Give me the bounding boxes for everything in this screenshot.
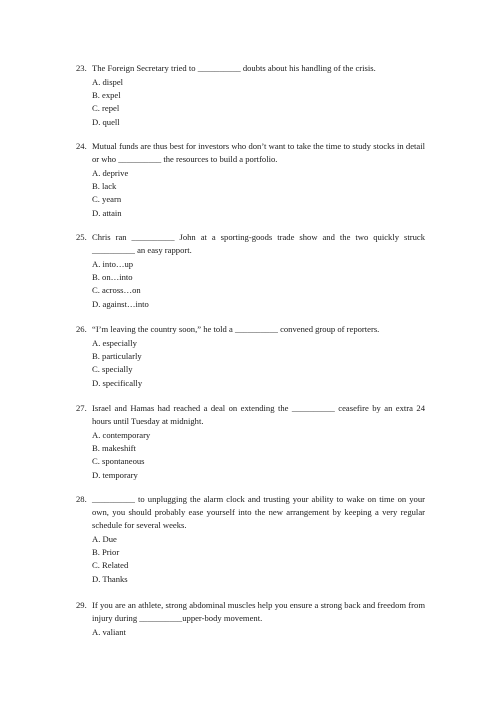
- option-b: B. Prior: [92, 547, 120, 558]
- option-a: A. especially: [92, 338, 137, 348]
- options-list: [92, 337, 425, 390]
- options-list: [92, 76, 425, 129]
- question-text: The Foreign Secretary tried to __________ doubts about his handling of the crisis.: [92, 63, 376, 73]
- option-d: D. specifically: [92, 377, 143, 388]
- options-list: [92, 626, 425, 639]
- question-text: Mutual funds are thus best for investors who don’t want to take the time to study stocks in detail or who __________ the resources to build a portfolio.: [92, 141, 425, 164]
- option-c: C. across…on: [92, 285, 141, 296]
- question-text: __________ to unplugging the alarm clock and trusting your ability to wake on time on your own, you should probably ease yourself into the new arrangement by keeping a very regular schedule for several weeks.: [92, 494, 425, 530]
- question-23: [76, 62, 425, 129]
- option-d: D. against…into: [92, 298, 149, 309]
- option-b: B. expel: [92, 90, 121, 101]
- question-number: 26.: [76, 324, 87, 334]
- question-text: Israel and Hamas had reached a deal on extending the __________ ceasefire by an extra 24 hours until Tuesday at midnight.: [92, 403, 425, 426]
- question-27: [76, 402, 425, 482]
- question-29: [76, 599, 425, 639]
- question-24: [76, 140, 425, 220]
- question-number: 24.: [76, 141, 87, 151]
- options-list: [92, 533, 425, 586]
- question-number: 23.: [76, 63, 87, 73]
- question-25: [76, 231, 425, 311]
- option-d: D. Thanks: [92, 573, 128, 584]
- option-d: D. temporary: [92, 469, 138, 480]
- question-28: [76, 493, 425, 586]
- option-b: B. particularly: [92, 351, 142, 362]
- question-number: 28.: [76, 494, 87, 504]
- option-c: C. Related: [92, 560, 129, 571]
- options-list: [92, 429, 425, 482]
- question-text: Chris ran __________ John at a sporting-goods trade show and the two quickly struck __________ an easy rapport.: [92, 232, 425, 255]
- question-text: If you are an athlete, strong abdominal muscles help you ensure a strong back and freedom from injury during __________upper-body movement.: [92, 600, 425, 623]
- option-a: A. valiant: [92, 627, 126, 637]
- question-number: 29.: [76, 600, 87, 610]
- option-b: B. lack: [92, 181, 117, 192]
- question-number: 25.: [76, 232, 87, 242]
- question-text: “I’m leaving the country soon,” he told a __________ convened group of reporters.: [92, 324, 380, 334]
- option-d: D. quell: [92, 116, 120, 127]
- question-26: [76, 323, 425, 390]
- option-c: C. yearn: [92, 194, 122, 205]
- option-b: B. makeshift: [92, 443, 136, 454]
- option-a: A. into…up: [92, 259, 134, 269]
- option-a: A. deprive: [92, 168, 129, 178]
- options-list: [92, 167, 425, 220]
- option-d: D. attain: [92, 207, 122, 218]
- option-c: C. repel: [92, 103, 120, 114]
- option-c: C. spontaneous: [92, 456, 145, 467]
- option-a: A. contemporary: [92, 430, 151, 440]
- option-a: A. dispel: [92, 77, 124, 87]
- options-list: [92, 258, 425, 311]
- option-c: C. specially: [92, 364, 133, 375]
- option-a: A. Due: [92, 534, 117, 544]
- question-number: 27.: [76, 403, 87, 413]
- option-b: B. on…into: [92, 272, 133, 283]
